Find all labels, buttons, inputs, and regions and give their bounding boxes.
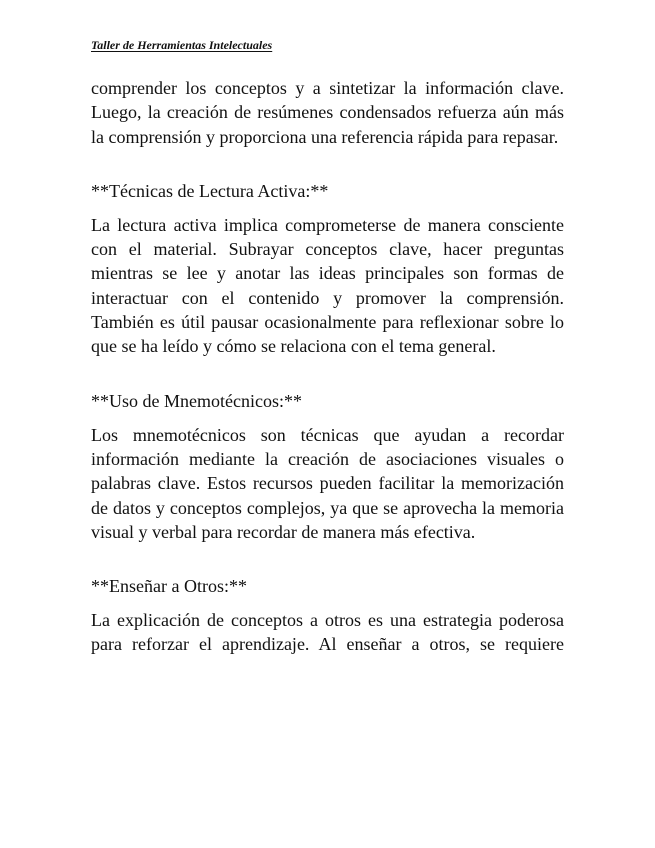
section-body-lectura-activa: La lectura activa implica comprometerse de manera consciente con el material. Subrayar conceptos clave, hacer preguntas mientras se lee y anotar las ideas principales son formas de interactuar con el contenido y promover la comprensión. También es útil pausar ocasionalmente para reflexionar sobre lo que se ha leído y cómo se relaciona con el tema general. [91, 214, 564, 357]
section-heading-mnemotecnicos: **Uso de Mnemotécnicos:** [91, 390, 302, 411]
page-body [91, 76, 564, 657]
section-body-mnemotecnicos: Los mnemotécnicos son técnicas que ayudan a recordar información mediante la creación de asociaciones visuales o palabras clave. Estos recursos pueden facilitar la memorización de datos y conceptos complejos, ya que se aprovecha la memoria visual y verbal para recordar de manera más efectiva. [91, 424, 564, 542]
running-header: Taller de Herramientas Intelectuales [91, 38, 273, 52]
intro-paragraph: comprender los conceptos y a sintetizar la información clave. Luego, la creación de resúmenes condensados refuerza aún más la comprensión y proporciona una referencia rápida para repasar. [91, 78, 564, 147]
section-heading-ensenar-a-otros: **Enseñar a Otros:** [91, 576, 247, 597]
section-heading-lectura-activa: **Técnicas de Lectura Activa:** [91, 180, 329, 201]
section-body-ensenar-a-otros: La explicación de conceptos a otros es una estrategia poderosa para reforzar el aprendizaje. Al enseñar a otros, se requiere [91, 610, 564, 655]
